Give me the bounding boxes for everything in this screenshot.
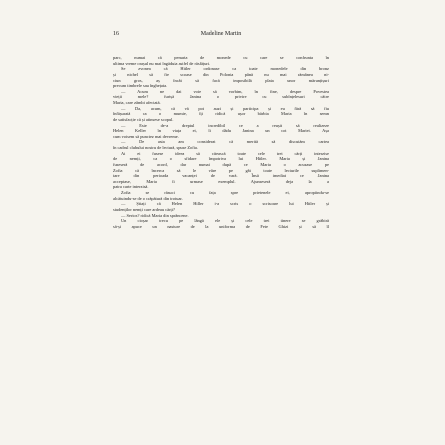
text-line: cum voisem să punctez mai devreme. <box>113 133 179 139</box>
text-line: studenților nemți care ardeau cărți? <box>113 206 175 212</box>
text-line: parc, numai că penuria de monede cu care se confrunta în <box>113 55 329 60</box>
text-line: Maria, care zâmbi afectată. <box>113 100 161 105</box>
text-line: tare din perioada vacanței de vară. Însă imediat ce Janina <box>113 173 329 179</box>
text-line: ultima vreme orașul nu mai îngăduia astfel de răsfățuri. <box>113 60 211 66</box>
text-line: Se zvonea că Hitler ordonase ca toate monedele din bronz <box>121 66 329 72</box>
text-line: — Este de-a dreptul incredibil ce a reușit să realizeze <box>121 122 329 128</box>
text-line: Helen Keller în viața ei, îi dădu Janina un cot Mariei. Așa <box>113 128 329 134</box>
text-line: înfășurată ca o mumie, îți ridică ușor bărbia Maria în semn <box>113 111 329 117</box>
body-text <box>113 55 329 229</box>
text-line: de satisfacție că și atinsese scopul. <box>113 116 174 122</box>
text-line: — Știați că Helen Hiller i-a scris o scrisoare lui Hitler și <box>121 201 329 207</box>
text-line: de nemți, ca o sfidare împotriva lui Hitler. Maria și Janina <box>113 156 329 162</box>
text-line: precum timbrele sau înghețata. <box>113 83 168 89</box>
text-line: — De asta am considerat că merită să discutăm cartea <box>121 139 329 145</box>
text-line: fuseseră de acord, dar numai după ce Maria o acuzase pe <box>113 161 329 167</box>
text-line: Zofia că încerca să le vâre pe gât toate lecturile suplimen- <box>113 167 329 173</box>
text-line: — Da, acum, că vă pot auzi și participa și eu fără să fiu <box>121 105 329 111</box>
text-line: Ai ei fusese ideea să citească toate cele trei cărți interzise <box>121 150 329 156</box>
text-line: — Acum ne dai voie să vorbim, în fine, despre Povestea <box>121 88 329 94</box>
text-line: alcătuindu-se de o crăpătură din trotuar. <box>113 195 183 201</box>
page-number: 16 <box>113 31 119 37</box>
text-line: ciun gros, aș încât să facă imposibilă plata unor mărunțișuri <box>113 77 329 83</box>
text-line: Un cioșar trecu pe lângă ele și cele trei tinere se grăbiră <box>121 218 329 224</box>
text-line: patra carte interzisă. <box>113 184 149 190</box>
running-head-author: Madeline Martin <box>200 31 242 37</box>
text-line: Zofia se răsuci cu fața spre prietenele ei, apropiindu-se <box>121 190 329 195</box>
text-line: în cadrul clubului nostru de lectură, spuse Zofia. <box>113 145 198 150</box>
text-line: acceptase, Maria îi urmase exemplul. Ajunseseră deja la a <box>113 178 329 184</box>
text-line: — Serios? ridică Maria din sprâncene. <box>121 212 189 218</box>
text-line: să-și apuce un nasture de la uniforma de Fete Ghizi și să îl <box>113 223 329 229</box>
text-line: și nichel să fie scoase din Polonia până nu mai rămânea ni- <box>113 71 329 77</box>
page-header <box>113 30 329 42</box>
text-line: vieții mele? furișă Janina o privire cu subînțelesuri către <box>113 94 329 100</box>
